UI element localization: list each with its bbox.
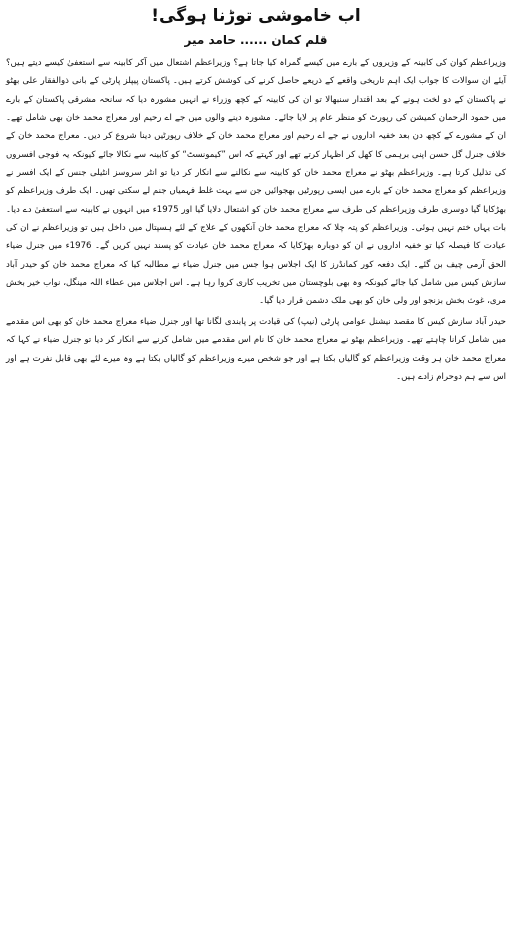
article-headline: اب خاموشی توڑنا ہوگی! bbox=[151, 6, 361, 26]
byline bbox=[6, 30, 506, 52]
article-paragraph: وزیراعظم کوان کی کابینہ کے وزیروں کے بارے میں کیسے گمراہ کیا جاتا ہے؟ وزیراعظم اشتعال میں آکر کابینہ سے استعفیٰ کیسے دیتے ہیں؟ آیئے ان سوالات کا جواب ایک اہم تاریخی واقعے کے ذریعے حاصل کرنے کی کوشش کرتے ہیں۔ پاکستان پیپلز پارٹی کے بانی ذوالفقار علی بھٹو نے پاکستان کے دو لخت ہونے کے بعد اقتدار سنبھالا تو ان کی کابینہ کے کچھ وزراء نے انہیں مشورہ دیا کہ سانحہ مشرقی پاکستان کے بارے میں حمود الرحمان کمیشن کی رپورٹ کو منظر عام پر لایا جائے۔ مشورہ دینے والوں میں جے اے رحیم اور معراج محمد خان بھی شامل تھے۔ ان کے مشورے کے کچھ دن بعد خفیہ اداروں نے جے اے رحیم اور معراج محمد خان کے خلاف رپورٹیں دینا شروع کر دیں۔ معراج محمد خان کے خلاف جنرل گل حسن اپنی برہمی کا کھل کر اظہار کرتے تھے اور کہتے کہ اس ”کیمونسٹ“ کو کابینہ سے نکالا جائے کیونکہ یہ فوجی افسروں کی تذلیل کرتا ہے۔ وزیراعظم بھٹو نے معراج محمد خان کو کابینہ سے نکالنے سے انکار کر دیا تو انٹر سروسز انٹیلی جنس کے ایک افسر نے وزیراعظم کو معراج محمد خان کے بارے میں ایسی رپورٹیں بھجوائیں جن سے بہت غلط فہمیاں جنم لے سکتی تھیں۔ ایک طرف وزیراعظم کو بھڑکایا گیا دوسری طرف وزیراعظم کی طرف سے معراج محمد خان کو اشتعال دلایا گیا اور 1975ء میں انہوں نے کابینہ سے استعفیٰ دے دیا۔ بات یہاں ختم نہیں ہوئی۔ وزیراعظم کو پتہ چلا کہ معراج محمد خان آنکھوں کے علاج کے لئے ہسپتال میں داخل ہیں تو وزیراعظم نے ان کی عیادت کا فیصلہ کیا تو خفیہ اداروں نے ان کو دوبارہ بھڑکایا کہ معراج محمد خان عیادت کو پسند نہیں کریں گے۔ 1976ء میں جنرل ضیاء الحق آرمی چیف بن گئے۔ ایک دفعہ کور کمانڈرز کا ایک اجلاس ہوا جس میں جنرل ضیاء نے مطالبہ کیا کہ معراج محمد خان کو حیدر آباد سازش کیس میں شامل کیا جائے کیونکہ وہ بھی بلوچستان میں تخریب کاری کروا رہا ہے۔ اس اجلاس میں عطاء اللہ مینگل، نواب خیر بخش مری، غوث بخش بزنجو اور ولی خان کو بھی ملک دشمن قرار دیا گیا۔ bbox=[6, 58, 506, 307]
article-paragraph: حیدر آباد سازش کیس کا مقصد نیشنل عوامی پارٹی (نیپ) کی قیادت پر پابندی لگانا تھا اور جنرل ضیاء معراج محمد خان کو بھی اس مقدمے میں شامل کرانا چاہتے تھے۔ وزیراعظم بھٹو نے معراج محمد خان کا نام اس مقدمے میں شامل کرنے سے انکار کر دیا تو جنرل ضیاء نے کہا کہ معراج محمد خان ہر وقت وزیراعظم کو گالیاں بکتا ہے اور جو شخص میرے وزیراعظم کو گالیاں بکتا ہے وہ میرے لئے بھی قابل نفرت ہے اور اس سے ہم دوحرام زادے ہیں۔ bbox=[6, 316, 506, 382]
column-label: قلم کمان bbox=[271, 33, 328, 47]
byline-separator: ...... bbox=[240, 33, 268, 47]
author-name: حامد میر bbox=[184, 33, 236, 47]
article-body bbox=[6, 54, 506, 386]
